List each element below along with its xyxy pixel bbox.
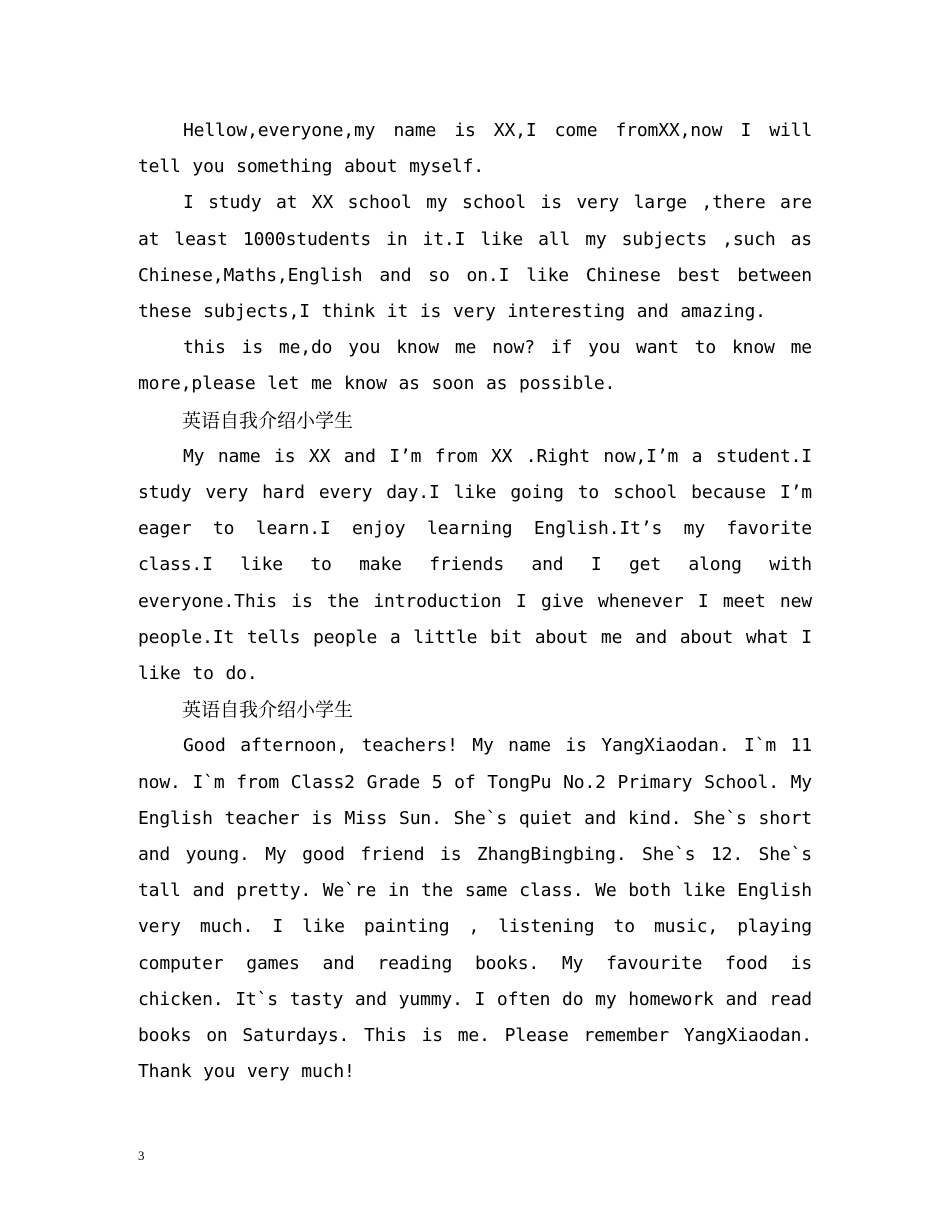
section-1-paragraph: My name is XX and I’m from XX .Right now,I’m a student.I study very hard every day.I like going to school because I’m eager to learn.I enjoy learning English.It’s my favorite class.I like to make friends and I get along with everyone.This is the introduction I give whenever I meet new people.It tells people a little bit about me and about what I like to do.: [138, 445, 812, 685]
intro-paragraph-2: I study at XX school my school is very large ,there are at least 1000students in it.I like all my subjects ,such as Chinese,Maths,English and so on.I like Chinese best between these subjects,I think it is very interesting and amazing.: [138, 192, 812, 323]
intro-paragraph-3: this is me,do you know me now? if you want to know me more,please let me know as soon as possible.: [138, 337, 812, 395]
intro-paragraph-1: Hellow,everyone,my name is XX,I come fromXX,now I will tell you something about myself.: [138, 120, 812, 178]
section-heading-1: 英语自我介绍小学生: [182, 409, 354, 432]
document-body: [138, 113, 812, 1090]
section-2-paragraph: Good afternoon, teachers! My name is YangXiaodan. I`m 11 now. I`m from Class2 Grade 5 of TongPu No.2 Primary School. My English teacher is Miss Sun. She`s quiet and kind. She`s short and young. My good friend is ZhangBingbing. She`s 12. She`s tall and pretty. We`re in the same class. We both like English very much. I like painting , listening to music, playing computer games and reading books. My favourite food is chicken. It`s tasty and yummy. I often do my homework and read books on Saturdays. This is me. Please remember YangXiaodan. Thank you very much!: [138, 735, 812, 1083]
page-number: 3: [138, 1148, 145, 1163]
section-heading-2: 英语自我介绍小学生: [182, 699, 354, 722]
